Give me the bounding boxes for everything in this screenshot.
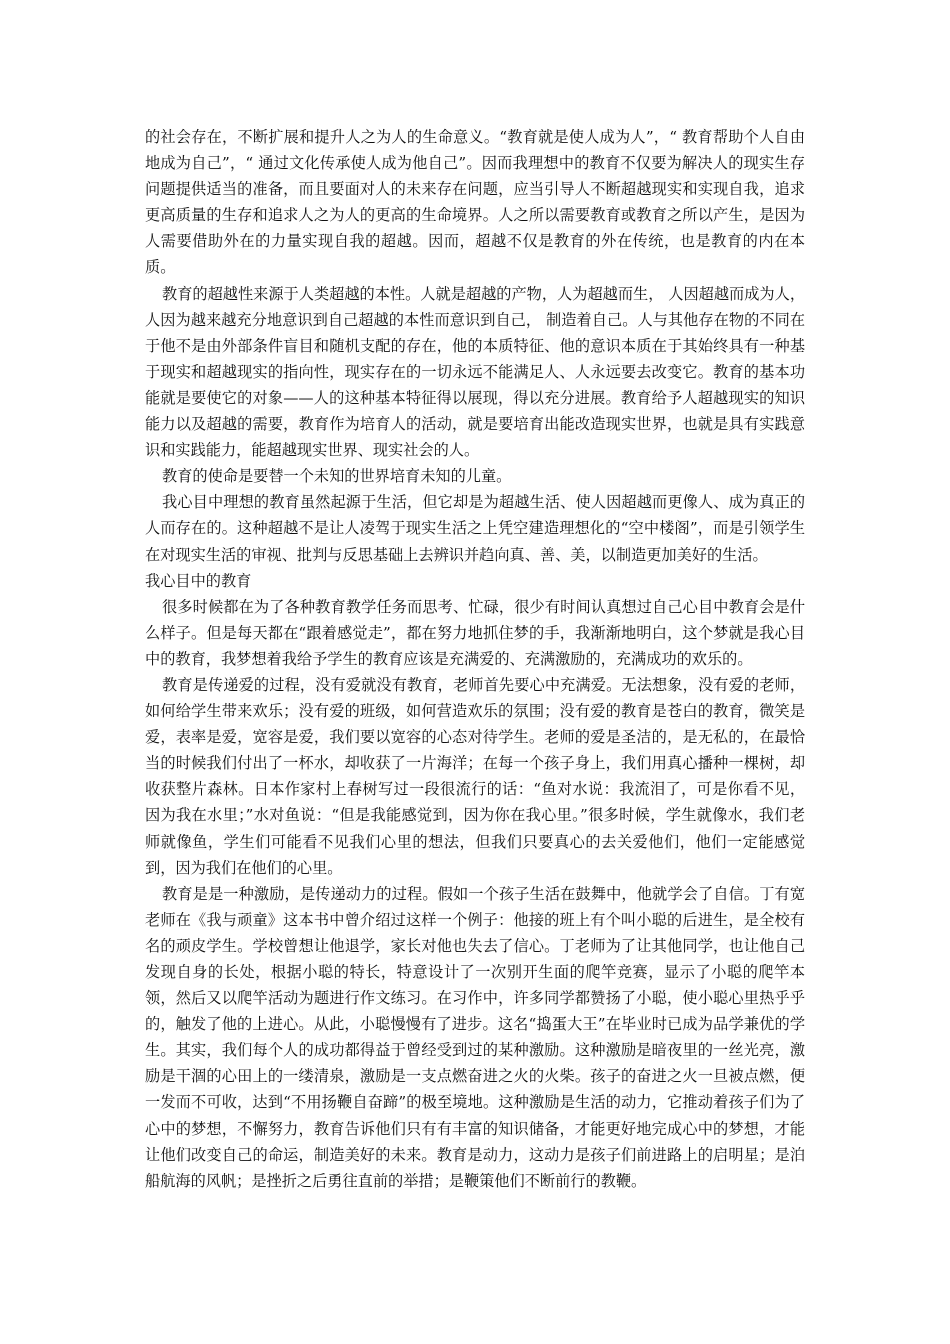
text-line: 的，在最恰当的时候我们付出了一杯水，却收获了一片海洋；在每一个孩子身上，我们用真心 [145, 728, 806, 773]
text-line: 有宽老师在《我与顽童》这本书中曾介绍过这样一个例子：他接的班上有个叫小聪的后进生， [145, 884, 805, 929]
text-line: 欢乐的。 [691, 649, 753, 668]
text-line: 教育的超越性来源于人类超越的本性。人就是超越的产物，人为超越而生， 人因超越而成为 [162, 284, 775, 303]
text-line: 教育的使命是要替一个未知的世界培育未知的儿童。 [162, 467, 512, 486]
text-line: 业时已成为品学兼优的学生。其实，我们每个人的成功都得益于曾经受到过的某种激励。这种 [145, 1015, 806, 1060]
body-paragraph [145, 124, 805, 281]
body-paragraph [145, 881, 805, 1194]
document-page [145, 124, 805, 1194]
text-line: 师，如何给学生带来欢乐；没有爱的班级，如何营造欢乐的氛围；没有爱的教育是苍白的教育， [145, 675, 805, 721]
text-line: 给予人超越现实的知识能力以及超越的需要，教育作为培育人的活动，就是要培育出能改造现 [145, 388, 806, 434]
text-line: 了，可是你看不见，因为我在水里；”水对鱼说：“但是我能感觉到，因为你在我心里。”很 [145, 780, 806, 825]
text-line: 人，人因为越来越充分地意识到自己超越的本性而意识到自己， 制造着自己。人与其他存在物 [145, 284, 806, 329]
text-line: 播种一棵树，却收获整片森林。日本作家村上春树写过一段很流行的话：“鱼对水说：我流泪 [145, 754, 806, 799]
text-line: 正的人而存在的。这种超越不是让人凌驾于现实生活之上凭空建造理想化的“空中楼阁”，而 [145, 493, 805, 538]
section-heading [145, 568, 805, 594]
text-line: 动力，这动力是孩子们前进路上的启明星；是泊船航海的风帆；是挫折之后勇往直前的举措； [145, 1145, 806, 1190]
body-paragraph [145, 281, 805, 464]
text-line: 小聪的爬竿本领，然后又以爬竿活动为题进行作文练习。在习作中，许多同学都赞扬了小聪， [145, 963, 806, 1008]
body-paragraph [145, 489, 805, 567]
text-line: 实世界，也就是具有实践意识和实践能力，能超越现实世界、现实社会的人。 [145, 415, 806, 460]
body-paragraph [145, 594, 805, 672]
text-line: 育之所以产生，是因为人需要借助外在的力量实现自我的超越。因而，超越不仅是教育的外在 [145, 206, 806, 251]
text-line: 我心目中的教育 [145, 571, 252, 590]
text-line: 是什么样子。但是每天都在“跟着感觉走”，都在努力地抓住梦的手，我渐渐地明白，这个梦 [145, 597, 805, 642]
text-line: 就是我心目中的教育，我梦想着我给予学生的教育应该是充满爱的、充满激励的，充满成功的 [145, 623, 806, 668]
text-line: 和实现自我，追求更高质量的生存和追求人之为人的更高的生命境界。人之所以需要教育或教 [145, 180, 806, 225]
text-line: 好的生活。 [691, 545, 768, 564]
body-paragraph [145, 463, 805, 489]
text-line: 人的现实生存问题提供适当的准备，而且要面对人的未来存在问题，应当引导人不断超越现实 [145, 154, 806, 199]
text-line: 人自由地成为自己”，“ 通过文化传承使人成为他自己”。因而我理想中的教育不仅要为解决 [145, 128, 806, 173]
text-line: 是全校有名的顽皮学生。学校曾想让他退学，家长对他也失去了信心。丁老师为了让其他同学， [145, 910, 806, 955]
text-line: 使小聪心里热乎乎的，触发了他的上进心。从此，小聪慢慢有了进步。这名“捣蛋大王”在毕 [145, 989, 806, 1034]
text-line: 微笑是爱，表率是爱，宽容是爱，我们要以宽容的心态对待学生。老师的爱是圣洁的，是无私 [145, 702, 806, 747]
text-line: 孩子的奋进之火一旦被点燃，便一发而不可收，达到“不用扬鞭自奋蹄”的极至境地。这种激 [145, 1067, 806, 1112]
body-paragraph [145, 672, 805, 881]
text-line: 传统，也是教育的内在本质。 [145, 232, 806, 277]
text-line: 很多时候都在为了各种教育教学任务而思考、忙碌，很少有时间认真想过自己心目中教育会 [162, 597, 775, 616]
text-line: 也让他自己发现自身的长处，根据小聪的特长，特意设计了一次别开生面的爬竿竞赛，显示了 [145, 936, 806, 981]
text-line: 是鞭策他们不断前行的教鞭。 [448, 1171, 647, 1190]
text-line: 励是生活的动力，它推动着孩子们为了心中的梦想，不懈努力，教育告诉他们只有有丰富的知 [145, 1093, 806, 1138]
text-line: 教育是是一种激励，是传递动力的过程。假如一个孩子生活在鼓舞中，他就学会了自信。丁 [162, 884, 775, 903]
text-line: 它。教育的基本功能就是要使它的对象——人的这种基本特征得以展现，得以充分进展。教育 [145, 362, 806, 407]
text-line: 教育是传递爱的过程，没有爱就没有教育，老师首先要心中充满爱。无法想象，没有爱的老 [162, 675, 775, 694]
text-line: 识储备，才能更好地完成心中的梦想，才能让他们改变自己的命运，制造美好的未来。教育是 [145, 1119, 806, 1164]
text-line: 的社会存在，不断扩展和提升人之为人的生命意义。“教育就是使人成为人”，“ 教育帮助个 [145, 128, 760, 146]
text-line: 的不同在于他不是由外部条件盲目和随机支配的存在，他的本质特征、他的意识本质在于其始 [145, 310, 806, 355]
text-line: 终具有一种基于现实和超越现实的指向性，现实存在的一切永远不能满足人、人永远要去改变 [145, 336, 806, 381]
text-line: 的去关爱他们，他们一定能感觉到，因为我们在他们的心里。 [145, 832, 806, 877]
text-line: 我心目中理想的教育虽然起源于生活，但它却是为超越生活、使人因超越而更像人、成为真 [162, 493, 775, 512]
text-line: 是引领学生在对现实生活的审视、批判与反思基础上去辨识并趋向真、善、美，以制造更加美 [145, 519, 806, 564]
text-line: 激励是暗夜里的一丝光亮，激励是干涸的心田上的一缕清泉，激励是一支点燃奋进之火的火柴。 [145, 1041, 806, 1086]
text-line: 多时候，学生就像水，我们老师就像鱼，学生们可能看不见我们心里的想法，但我们只要真心 [145, 806, 806, 851]
